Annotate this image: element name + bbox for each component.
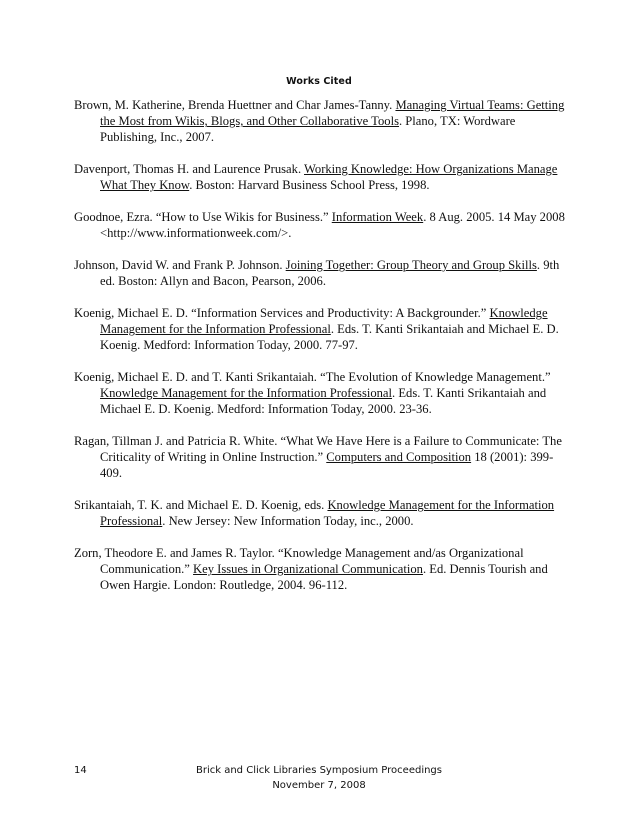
reference-text: Goodnoe, Ezra. “How to Use Wikis for Business.” <box>74 210 332 225</box>
reference-text: . Eds. T. Kanti Srikantaiah and Michael E. D. Koenig. Medford: Information Today, 2000. 23-36. <box>100 386 547 417</box>
reference-entry <box>74 497 574 529</box>
reference-title: Information Week <box>331 210 424 225</box>
reference-text: Ragan, Tillman J. and Patricia R. White. “What We Have Here is a Failure to Communicate: The Criticality of Writing in Online Instruction.” <box>74 434 562 465</box>
reference-title: Joining Together: Group Theory and Group Skills <box>285 257 537 272</box>
reference-text: . New Jersey: New Information Today, inc., 2000. <box>162 514 414 529</box>
page-title: Works Cited <box>286 76 352 87</box>
reference-text: . Plano, TX: Wordware Publishing, Inc., 2007. <box>100 114 516 145</box>
reference-text: Zorn, Theodore E. and James R. Taylor. “Knowledge Management and/as Organizational Communication.” <box>74 546 524 577</box>
reference-title: Working Knowledge: How Organizations Manage What They Know <box>100 162 558 193</box>
reference-text: . Ed. Dennis Tourish and Owen Hargie. London: Routledge, 2004. 96-112. <box>100 562 548 593</box>
reference-text: Johnson, David W. and Frank P. Johnson. <box>74 257 286 272</box>
reference-title: Key Issues in Organizational Communication <box>193 562 423 577</box>
page-number: 14 <box>74 765 87 776</box>
reference-entry <box>74 209 574 241</box>
footer-caption <box>0 763 638 793</box>
reference-entry <box>74 433 574 482</box>
reference-title: Knowledge Management for the Information Professional <box>100 386 393 401</box>
reference-entry <box>74 369 574 418</box>
reference-text: . Boston: Harvard Business School Press, 1998. <box>189 178 430 193</box>
reference-title: Managing Virtual Teams: Getting the Most from Wikis, Blogs, and Other Collaborative Tools <box>100 98 565 129</box>
reference-text: Koenig, Michael E. D. “Information Services and Productivity: A Backgrounder.” <box>74 305 490 320</box>
reference-text: Koenig, Michael E. D. and T. Kanti Srikantaiah. “The Evolution of Knowledge Management.” <box>74 369 551 384</box>
reference-entry <box>74 161 574 193</box>
reference-text: Srikantaiah, T. K. and Michael E. D. Koenig, eds. <box>74 498 328 513</box>
reference-title: Knowledge Management for the Information Professional <box>100 498 555 529</box>
reference-title: Computers and Composition <box>326 450 472 465</box>
footer-date: November 7, 2008 <box>272 780 366 791</box>
footer-proceedings-title: Brick and Click Libraries Symposium Proceedings <box>196 765 442 776</box>
reference-text: 18 (2001): 399-409. <box>100 450 554 481</box>
reference-entry <box>74 97 574 146</box>
reference-text: . Eds. T. Kanti Srikantaiah and Michael E. D. Koenig. Medford: Information Today, 2000. 77-97. <box>100 322 559 353</box>
reference-text: . 8 Aug. 2005. 14 May 2008 <http://www.informationweek.com/>. <box>100 210 565 241</box>
reference-text: . 9th ed. Boston: Allyn and Bacon, Pearson, 2006. <box>100 257 560 289</box>
reference-entry <box>74 257 574 289</box>
reference-list <box>74 97 574 609</box>
reference-entry <box>74 545 574 594</box>
reference-text: Davenport, Thomas H. and Laurence Prusak. <box>74 162 305 177</box>
reference-title: Knowledge Management for the Information Professional <box>100 305 548 337</box>
reference-entry <box>74 305 574 354</box>
reference-text: Brown, M. Katherine, Brenda Huettner and Char James-Tanny. <box>74 98 396 112</box>
